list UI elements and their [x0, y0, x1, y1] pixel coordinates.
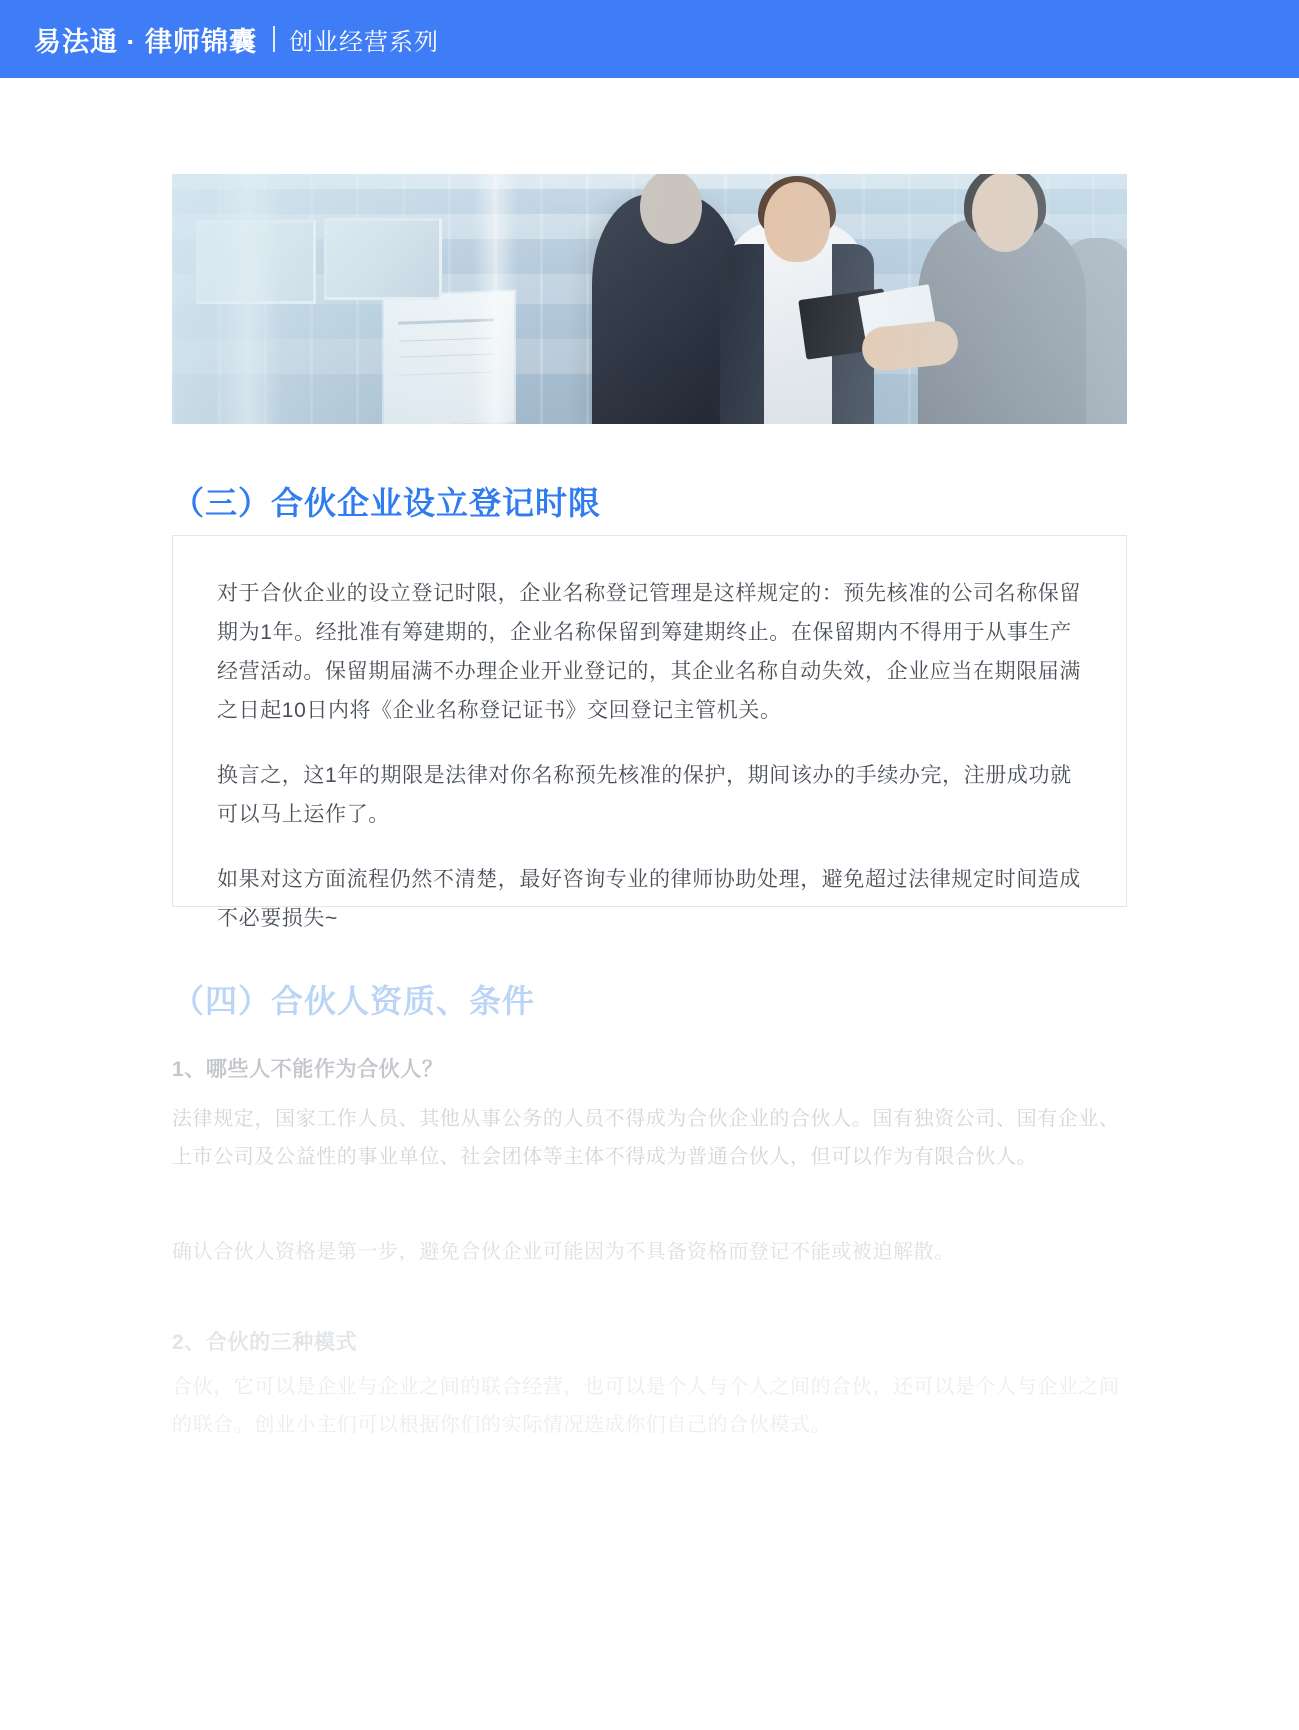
brand-divider — [273, 26, 275, 52]
subsection-heading-1: 1、哪些人不能作为合伙人？ — [172, 1058, 444, 1081]
subsection-heading-2: 2、合伙的三种模式 — [172, 1331, 358, 1354]
section-heading-three: （三）合伙企业设立登记时限 — [172, 485, 602, 521]
highlight-box — [172, 535, 1127, 930]
highlight-paragraph-2: 换言之，这1年的期限是法律对你名称预先核准的保护，期间该办的手续办完，注册成功就可以马上运作了。 — [217, 764, 1072, 826]
brand-block — [34, 20, 439, 59]
subsection-1-paragraph-2: 确认合伙人资格是第一步，避免合伙企业可能因为不具备资格而登记不能或被迫解散。 — [172, 1241, 955, 1263]
section-heading-four: （四）合伙人资质、条件 — [172, 983, 536, 1019]
person-center-jacket-left — [720, 244, 764, 424]
hero-image — [172, 174, 1127, 424]
person-center-head — [764, 182, 830, 262]
document-page — [0, 78, 1299, 1730]
subsection-1-paragraph-1: 法律规定，国家工作人员、其他从事公务的人员不得成为合伙企业的合伙人。国有独资公司、国有企业、上市公司及公益性的事业单位、社会团体等主体不得成为普通合伙人，但可以作为有限合伙人。 — [172, 1108, 1120, 1168]
brand-title: 易法通 · 律师锦囊 — [34, 26, 257, 57]
monitor-icon — [196, 220, 316, 304]
flipchart-icon — [384, 292, 514, 424]
person-right-head — [972, 174, 1038, 252]
highlight-paragraph-3: 如果对这方面流程仍然不清楚，最好咨询专业的律师协助处理，避免超过法律规定时间造成不必要损失~ — [217, 868, 1081, 930]
brand-series-label: 创业经营系列 — [289, 28, 439, 56]
monitor-secondary-icon — [324, 218, 442, 300]
app-header-bar — [0, 0, 1299, 78]
highlight-paragraph-1: 对于合伙企业的设立登记时限，企业名称登记管理是这样规定的：预先核准的公司名称保留期为1年。经批准有筹建期的，企业名称保留到筹建期终止。在保留期内不得用于从事生产经营活动。保留期届满不办理企业开业登记的，其企业名称自动失效，企业应当在期限届满之日起10日内将《企业名称登记证书》交回登记主管机关。 — [217, 582, 1081, 722]
subsection-2-paragraph-1: 合伙，它可以是企业与企业之间的联合经营，也可以是个人与个人之间的合伙，还可以是个人与企业之间的联合。创业小主们可以根据你们的实际情况选成你们自己的合伙模式。 — [172, 1376, 1120, 1436]
